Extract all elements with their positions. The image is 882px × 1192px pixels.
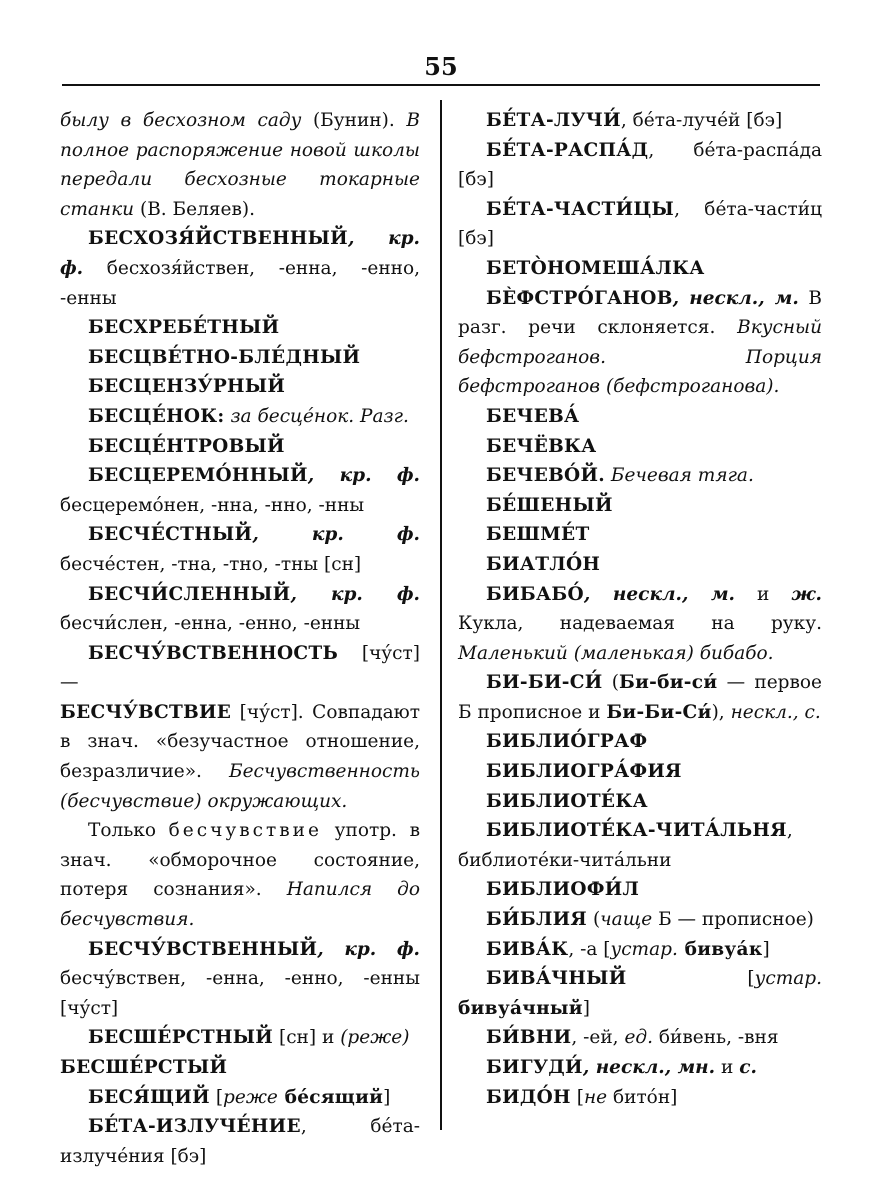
entry-text: , библиоте́ки-чита́льни: [458, 820, 793, 871]
example-text: былу в бесхозном саду: [60, 110, 302, 131]
headword-variant: Би-би-си́: [619, 672, 718, 694]
headword: БЕСХРЕБЕ́ТНЫЙ: [88, 317, 280, 339]
entry-text: бесче́стен, -тна, -тно, -тны [сн]: [60, 553, 362, 575]
dictionary-entry: [60, 1112, 420, 1171]
grammar-note: с.: [739, 1057, 757, 1078]
entry-text: ]: [762, 938, 770, 960]
entry-text: ]: [582, 997, 591, 1019]
headword: БЕТО̀НОМЕША́ЛКА: [486, 257, 705, 279]
headword: БИБЛИОТЕ́КА: [486, 790, 648, 812]
dictionary-entry: [458, 432, 822, 462]
dictionary-entry: [458, 1023, 822, 1053]
entry-text: бесчу́вствен, -енна, -енно, -енны [чу́ст]: [60, 968, 420, 1019]
entry-text: [сн] и: [273, 1027, 341, 1049]
headword: БЕСШЕ́РСТНЫЙ: [88, 1027, 274, 1049]
headword: БИАТЛО́Н: [486, 553, 601, 575]
headword: БЀФСТРО́ГАНОВ: [486, 287, 673, 309]
grammar-note: , нескл., м.: [583, 583, 735, 605]
headword-variant: бе́сящий: [277, 1086, 384, 1108]
headword: БЕСЧЕ́СТНЫЙ: [88, 524, 253, 546]
dictionary-entry: [458, 964, 822, 1023]
headword: БЕСЧУ́ВСТВЕННЫЙ: [88, 938, 318, 960]
headword: БИБАБО́: [486, 583, 584, 605]
example-text: Бечевая тяга.: [604, 465, 754, 487]
entry-text: , бе́та-части́ц [бэ]: [458, 198, 822, 250]
example-text: Напился до бесчувствия.: [60, 879, 420, 931]
dictionary-entry: [458, 491, 822, 521]
entry-text: употр. в знач. «обморочное состояние, потеря сознания».: [60, 820, 420, 901]
entry-text: Только: [88, 820, 169, 842]
entry-text: (: [602, 672, 620, 694]
entry-text: — первое Б прописное и: [458, 672, 822, 723]
header-rule: [62, 84, 820, 86]
headword: БЕЧЁВКА: [486, 435, 597, 457]
entry-text: , бе́та-распа́да [бэ]: [458, 139, 822, 191]
entry-text: Б — прописное): [652, 909, 814, 931]
headword: БЕ́ТА-ИЗЛУЧЕ́НИЕ: [88, 1116, 301, 1138]
headword: БЕСЧУ́ВСТВИЕ: [60, 701, 232, 723]
dictionary-entry: [458, 727, 822, 757]
grammar-note: , кр. ф.: [290, 583, 420, 605]
example-text: Вкусный бефстроганов. Порция бефстроганов (бефстроганова).: [458, 317, 822, 398]
dictionary-entry: [458, 461, 822, 491]
entry-text: [чу́ст]. Совпадают в знач. «безучастное отношение, безразличие».: [60, 701, 420, 783]
headword: БИДО́Н: [486, 1086, 571, 1108]
entry-text: бесчи́слен, -енна, -енно, -енны: [60, 613, 361, 635]
dictionary-entry: [60, 580, 420, 639]
grammar-note: , нескл., м.: [672, 287, 799, 309]
example-text: за бесце́нок. Разг.: [224, 405, 409, 427]
dictionary-entry: [458, 284, 822, 402]
source-text: (В. Беляев).: [134, 198, 255, 220]
dictionary-entry: [458, 787, 822, 817]
entry-text: [: [570, 1086, 584, 1108]
dictionary-entry: [458, 1053, 822, 1083]
grammar-note: ж.: [791, 583, 822, 605]
entry-text: и: [735, 583, 792, 605]
example-text: не: [583, 1086, 608, 1108]
entry-text: бесхозя́йствен, -енна, -енно, -енны: [60, 257, 420, 309]
headword: БЕСЦЕ́НОК:: [88, 405, 225, 427]
example-text: реже: [223, 1086, 278, 1108]
example-text: устар.: [610, 938, 678, 960]
dictionary-entry: [458, 757, 822, 787]
column-divider: [440, 100, 442, 1130]
headword: БИБЛИОФИ́Л: [486, 879, 640, 901]
headword-variant: бивуа́к: [677, 938, 763, 960]
dictionary-entry: [458, 520, 822, 550]
dictionary-entry: [60, 639, 420, 698]
headword: БЕ́ТА-ЛУЧИ́: [486, 110, 621, 131]
headword: БЕСЦЕРЕМО́ННЫЙ: [88, 465, 308, 487]
dictionary-entry: [458, 875, 822, 905]
dictionary-entry: [60, 461, 420, 520]
headword: БЕСЧИ́СЛЕННЫЙ: [88, 583, 291, 605]
dictionary-entry: [60, 313, 420, 343]
headword: БИБЛИОГРА́ФИЯ: [486, 761, 682, 783]
entry-text: бито́н]: [607, 1086, 678, 1108]
grammar-note: , кр. ф.: [60, 228, 420, 279]
dictionary-entry: [458, 1083, 822, 1113]
headword: БЕСЦЕНЗУ́РНЫЙ: [88, 376, 286, 398]
usage-note: [60, 816, 420, 934]
dictionary-entry: [60, 402, 420, 432]
spaced-word: бесчувствие: [168, 820, 322, 842]
grammar-note: , нескл., мн.: [582, 1057, 716, 1078]
headword: БЕЧЕВО́Й.: [486, 465, 605, 487]
entry-text: [чу́ст] —: [60, 642, 420, 694]
headword: БЕШМЕ́Т: [486, 524, 590, 546]
entry-continuation: [60, 106, 420, 224]
headword: БИВА́ЧНЫЙ: [486, 968, 627, 990]
entry-text: В разг. речи склоняется.: [458, 287, 822, 339]
entry-text: [: [626, 968, 755, 990]
headword: БЕСЯ́ЩИЙ: [88, 1086, 210, 1108]
headword: БЕ́ШЕНЫЙ: [486, 494, 613, 516]
grammar-note: , кр. ф.: [317, 938, 420, 960]
entry-text: Кукла, надеваемая на руку.: [458, 613, 822, 635]
headword: БЕСШЕ́РСТЫЙ: [60, 1057, 228, 1078]
headword: БЕЧЕВА́: [486, 405, 580, 427]
dictionary-entry: [60, 224, 420, 313]
dictionary-entry: [60, 698, 420, 816]
headword: БИВА́К: [486, 938, 569, 960]
entry-text: ]: [383, 1086, 391, 1108]
entry-text: , -ей,: [571, 1027, 625, 1049]
entry-text: ),: [711, 701, 731, 723]
entry-text: бесцеремо́нен, -нна, -нно, -нны: [60, 494, 365, 516]
headword: БЕ́ТА-ЧАСТИ́ЦЫ: [486, 198, 675, 220]
dictionary-entry: [458, 816, 822, 875]
dictionary-entry: [60, 1053, 420, 1083]
dictionary-entry: [458, 195, 822, 254]
entry-text: , бе́та-луче́й [бэ]: [620, 110, 783, 131]
dictionary-entry: [60, 520, 420, 579]
dictionary-entry: [458, 136, 822, 195]
headword: БИБЛИОТЕ́КА-ЧИТА́ЛЬНЯ: [486, 820, 787, 842]
grammar-note: , кр. ф.: [307, 465, 420, 487]
entry-text: , бе́та-излуче́ния [бэ]: [60, 1116, 420, 1167]
dictionary-entry: [458, 254, 822, 284]
left-column: [60, 106, 420, 1171]
dictionary-entry: [60, 1083, 420, 1113]
headword: БЕ́ТА-РАСПА́Д: [486, 139, 649, 161]
dictionary-entry: [458, 580, 822, 669]
entry-text: и: [715, 1057, 740, 1078]
example-text: (реже): [340, 1027, 410, 1049]
entry-text: би́вень, -вня: [653, 1027, 779, 1049]
dictionary-entry: [60, 935, 420, 1024]
example-text: Бесчувственность (бесчувствие) окружающих.: [60, 761, 420, 812]
dictionary-entry: [458, 550, 822, 580]
dictionary-entry: [458, 935, 822, 965]
dictionary-entry: [60, 372, 420, 402]
entry-text: , -а [: [568, 938, 611, 960]
dictionary-entry: [458, 402, 822, 432]
source-text: (Бунин).: [301, 110, 407, 131]
headword: БЕСЦЕ́НТРОВЫЙ: [88, 435, 285, 457]
example-text: ед.: [624, 1027, 654, 1049]
grammar-note: нескл., с.: [730, 701, 821, 723]
dictionary-entry: [458, 106, 822, 136]
example-text: устар.: [754, 968, 822, 990]
example-text: Маленький (маленькая) бибабо.: [458, 642, 774, 664]
example-text: чаще: [600, 909, 653, 931]
headword: БИ́БЛИЯ: [486, 909, 588, 931]
headword: БЕСХОЗЯ́ЙСТВЕННЫЙ: [88, 228, 348, 250]
headword: БИ-БИ-СИ́: [486, 672, 603, 694]
dictionary-entry: [458, 668, 822, 727]
headword-variant: бивуа́чный: [458, 997, 583, 1019]
example-text: В полное распоряжение новой школы передали бесхозные токарные станки: [60, 110, 420, 220]
dictionary-entry: [458, 905, 822, 935]
headword: БИГУДИ́: [486, 1057, 583, 1078]
page-number: 55: [424, 52, 458, 81]
dictionary-entry: [60, 343, 420, 373]
dictionary-entry: [60, 432, 420, 462]
headword: БЕСЧУ́ВСТВЕННОСТЬ: [88, 642, 339, 664]
headword: БИ́ВНИ: [486, 1027, 572, 1049]
entry-text: (: [587, 909, 601, 931]
dictionary-entry: [60, 1023, 420, 1053]
headword-variant: Би-Би-Си́: [606, 701, 712, 723]
right-column: [458, 106, 822, 1112]
headword: БЕСЦВЕ́ТНО-БЛЕ́ДНЫЙ: [88, 346, 361, 368]
headword: БИБЛИО́ГРАФ: [486, 731, 648, 753]
entry-text: [: [209, 1086, 224, 1108]
grammar-note: , кр. ф.: [252, 524, 420, 546]
